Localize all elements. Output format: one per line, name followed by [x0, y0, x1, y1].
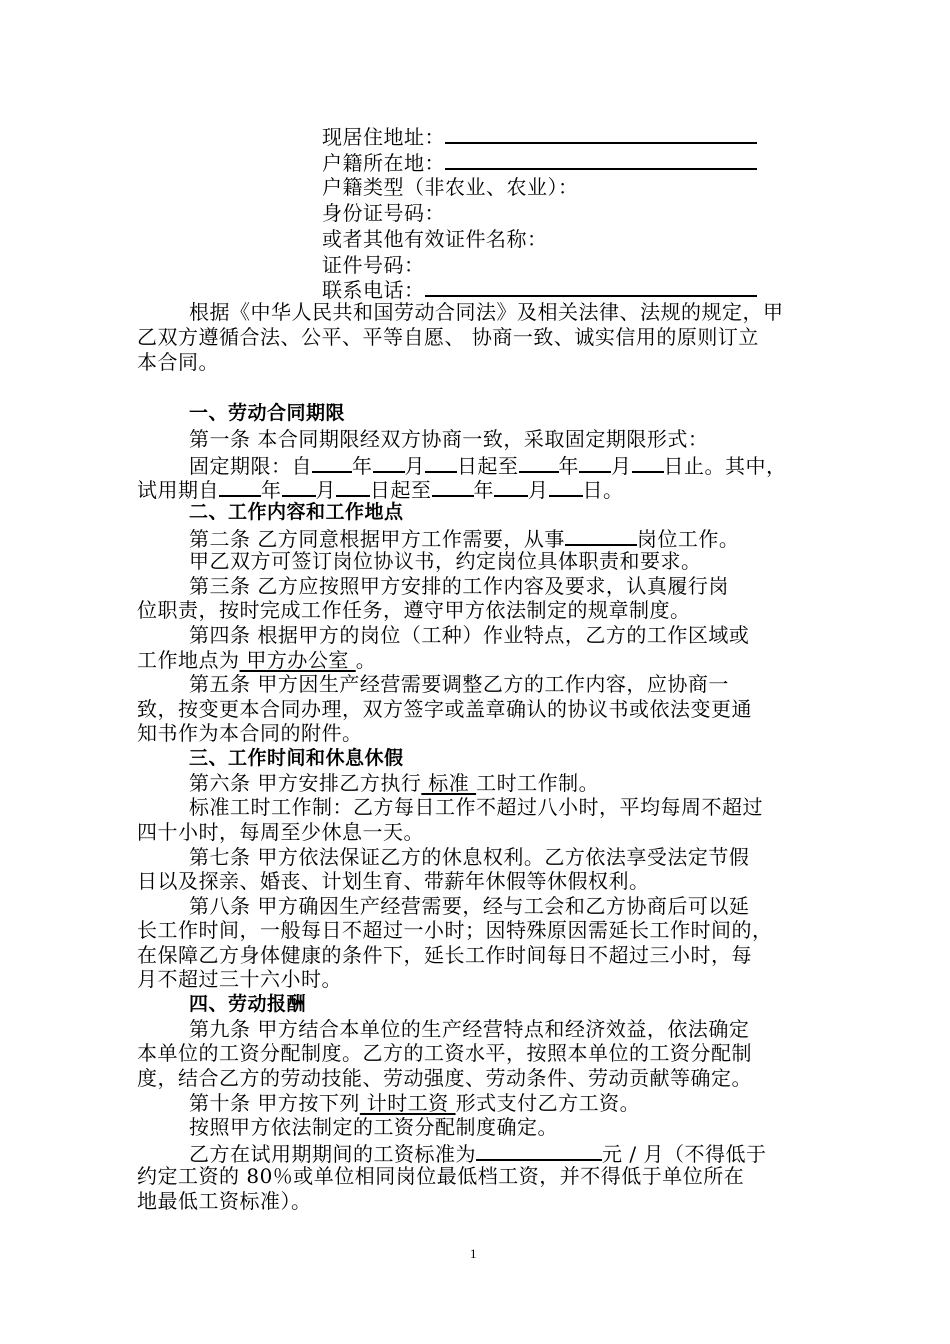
article-6-note-line: 标准工时工作制：乙方每日工作不超过八小时，平均每周不超过	[189, 795, 763, 819]
article-7-line: 第七条 甲方依法保证乙方的休息权利。乙方依法享受法定节假	[189, 845, 750, 869]
text-segment: 年	[352, 454, 373, 478]
field-id-number	[322, 201, 445, 225]
wage-line: 约定工资的 80％或单位相同岗位最低档工资，并不得低于单位所在	[137, 1164, 745, 1188]
fill-blank	[632, 452, 664, 473]
article-7-line: 日以及探亲、婚丧、计划生育、带薪年休假等休假权利。	[137, 869, 650, 893]
wage-form-value: 计时工资	[359, 1091, 456, 1115]
article-4-line	[137, 648, 809, 672]
article-8-line: 长工作时间，一般每日不超过一小时；因特殊原因需延长工作时间的，	[137, 918, 773, 942]
fill-blank	[425, 452, 457, 473]
fill-blank	[579, 452, 611, 473]
text-segment: 日止。其中，	[663, 454, 787, 478]
section-heading: 一、劳动合同期限	[189, 402, 346, 424]
article-2-note: 甲乙双方可签订岗位协议书，约定岗位具体职责和要求。	[189, 549, 702, 573]
field-phone	[322, 276, 757, 302]
fill-blank	[494, 476, 528, 497]
article-6-note-line: 四十小时，每周至少休息一天。	[137, 820, 424, 844]
fill-blank	[445, 123, 757, 144]
article-5-line: 第五条 甲方因生产经营需要调整乙方的工作内容，应协商一	[189, 672, 729, 696]
text-segment: 试用期自	[137, 478, 219, 502]
text-segment: 年	[558, 454, 579, 478]
text-segment: 形式支付乙方工资。	[455, 1091, 641, 1115]
text-segment: 第六条 甲方安排乙方执行	[189, 771, 422, 795]
text-segment: 元 / 月（不得低于	[602, 1142, 767, 1166]
article-3-line: 第三条 乙方应按照甲方安排的工作内容及要求，认真履行岗	[189, 574, 729, 598]
text-segment: 月	[611, 454, 632, 478]
article-10	[189, 1091, 640, 1115]
text-segment: 第二条 乙方同意根据甲方工作需要，从事	[189, 527, 565, 551]
text-segment: 工作地点为	[137, 648, 240, 672]
article-1: 第一条 本合同期限经双方协商一致，采取固定期限形式：	[189, 427, 709, 451]
fill-blank	[476, 1140, 602, 1161]
section-heading: 四、劳动报酬	[189, 993, 307, 1015]
field-current-address	[322, 123, 757, 149]
page-number: 1	[470, 1246, 477, 1261]
article-2	[189, 525, 739, 551]
article-3-line: 位职责，按时完成工作任务，遵守甲方依法制定的规章制度。	[137, 598, 691, 622]
field-other-id-name	[322, 227, 548, 251]
text-segment: 。	[355, 648, 377, 672]
term-line-1	[189, 452, 787, 478]
text-segment: 年	[473, 478, 494, 502]
preamble-line: 本合同。	[137, 350, 219, 374]
article-9-line: 本单位的工资分配制度。乙方的工资水平，按照本单位的工资分配制	[137, 1041, 752, 1065]
text-segment: 月	[528, 478, 549, 502]
field-label: 现居住地址：	[322, 125, 445, 149]
section-heading: 三、工作时间和休息休假	[189, 747, 404, 769]
preamble-line: 根据《中华人民共和国劳动合同法》及相关法律、法规的规定，甲	[189, 300, 784, 324]
field-label: 联系电话：	[322, 278, 425, 302]
article-8-line: 在保障乙方身体健康的条件下，延长工作时间每日不超过三小时，每	[137, 943, 752, 967]
preamble-line: 乙双方遵循合法、公平、平等自愿、 协商一致、诚实信用的原则订立	[137, 325, 759, 349]
article-9-line: 度，结合乙方的劳动技能、劳动强度、劳动条件、劳动贡献等确定。	[137, 1066, 752, 1090]
text-segment: 月	[315, 478, 336, 502]
text-segment: 日起至	[457, 454, 519, 478]
fill-blank	[282, 476, 316, 497]
fill-blank	[432, 476, 474, 497]
fill-blank	[312, 452, 352, 473]
text-segment: 第十条 甲方按下列	[189, 1091, 360, 1115]
text-segment: 日起至	[370, 478, 432, 502]
field-household-type	[322, 175, 579, 199]
field-label: 证件号码：	[322, 253, 425, 277]
field-household-registration	[322, 149, 757, 175]
fill-blank	[219, 476, 261, 497]
article-5-line: 致，按变更本合同办理，双方签字或盖章确认的协议书或依法变更通	[137, 697, 752, 721]
field-label: 身份证号码：	[322, 201, 445, 225]
fill-blank	[519, 452, 559, 473]
article-5-line: 知书作为本合同的附件。	[137, 721, 363, 745]
text-segment: 岗位工作。	[636, 527, 740, 551]
article-6	[189, 771, 599, 795]
article-8-line: 第八条 甲方确因生产经营需要，经与工会和乙方协商后可以延	[189, 894, 750, 918]
field-label: 户籍所在地：	[322, 151, 445, 175]
text-segment: 月	[404, 454, 425, 478]
text-segment: 固定期限：自	[189, 454, 312, 478]
article-4-line: 第四条 根据甲方的岗位（工种）作业特点，乙方的工作区域或	[189, 623, 750, 647]
fill-blank	[425, 276, 757, 297]
text-segment: 年	[261, 478, 282, 502]
work-location-value: 甲方办公室	[239, 648, 356, 672]
fill-blank	[336, 476, 370, 497]
text-segment: 工时工作制。	[476, 771, 600, 795]
field-label: 或者其他有效证件名称：	[322, 227, 548, 251]
fill-blank	[549, 476, 583, 497]
field-id-code	[322, 253, 425, 277]
field-label: 户籍类型（非农业、农业）：	[322, 175, 579, 199]
article-8-line: 月不超过三十六小时。	[137, 967, 342, 991]
article-10-note: 按照甲方依法制定的工资分配制度确定。	[189, 1115, 558, 1139]
fill-blank	[373, 452, 405, 473]
wage-line: 地最低工资标准）。	[137, 1189, 312, 1213]
work-hours-type-value: 标准	[421, 771, 477, 795]
article-9-line: 第九条 甲方结合本单位的生产经营特点和经济效益，依法确定	[189, 1017, 750, 1041]
fill-blank	[565, 525, 637, 546]
fill-blank	[445, 149, 757, 170]
text-segment: 日。	[582, 478, 624, 502]
section-heading: 二、工作内容和工作地点	[189, 501, 404, 523]
term-line-2	[137, 476, 809, 502]
wage-line	[189, 1140, 766, 1166]
text-segment: 乙方在试用期期间的工资标准为	[189, 1142, 476, 1166]
